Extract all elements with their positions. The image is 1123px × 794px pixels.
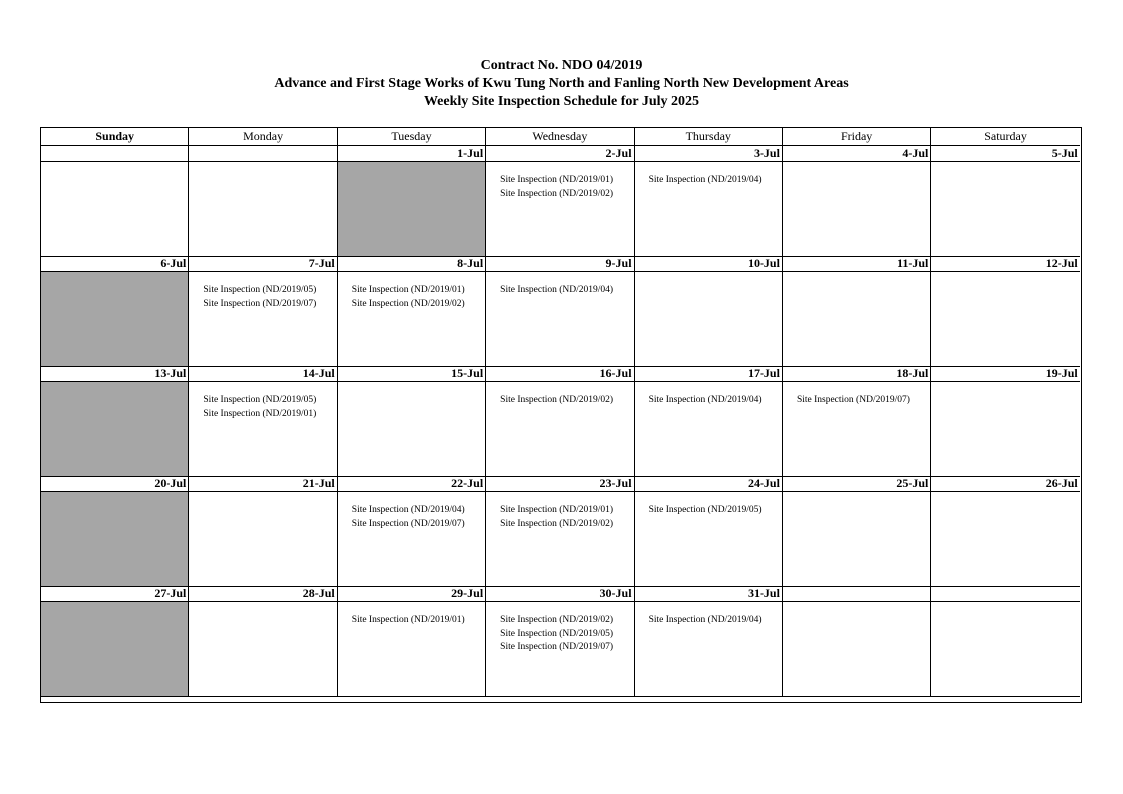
date-label: 17-Jul (635, 366, 783, 381)
date-label: 10-Jul (635, 256, 783, 271)
day-cell (486, 602, 634, 696)
inspection-entry: Site Inspection (ND/2019/07) (203, 298, 317, 309)
weekday-sunday: Sunday (41, 128, 189, 145)
date-row (41, 586, 1080, 602)
day-cells-row (41, 272, 1080, 367)
date-label: 27-Jul (41, 586, 189, 601)
date-label: 21-Jul (189, 476, 337, 491)
date-label: 4-Jul (783, 146, 931, 161)
day-cell (338, 602, 486, 696)
weekday-thursday: Thursday (635, 128, 783, 145)
inspection-entry: Site Inspection (ND/2019/05) (203, 395, 317, 405)
day-cell-shaded (338, 162, 486, 256)
date-row (41, 146, 1080, 162)
date-label: 15-Jul (338, 366, 486, 381)
date-label (783, 586, 931, 601)
day-cell (338, 272, 486, 366)
date-label: 1-Jul (338, 146, 486, 161)
week-row (41, 146, 1080, 256)
inspection-entry: Site Inspection (ND/2019/01) (351, 615, 465, 625)
weekday-saturday: Saturday (984, 129, 1027, 143)
day-cell-shaded (41, 272, 189, 366)
date-row (41, 476, 1080, 492)
day-cell (189, 162, 337, 256)
day-cells-row (41, 382, 1080, 477)
day-cell (635, 602, 783, 696)
date-label: 25-Jul (783, 476, 931, 491)
date-label: 11-Jul (783, 256, 931, 271)
day-cell (931, 492, 1079, 586)
inspection-entry: Site Inspection (ND/2019/04) (648, 175, 762, 185)
day-cell (931, 602, 1079, 696)
date-label: 22-Jul (338, 476, 486, 491)
date-label (931, 586, 1079, 601)
date-label: 7-Jul (189, 256, 337, 271)
date-label (41, 146, 189, 161)
inspection-entry: Site Inspection (ND/2019/02) (351, 298, 465, 309)
day-cell (931, 382, 1079, 476)
week-row (41, 476, 1080, 586)
day-cell (338, 382, 486, 476)
inspection-entry: Site Inspection (ND/2019/04) (500, 285, 614, 295)
day-cell (931, 272, 1079, 366)
day-cell (189, 492, 337, 586)
weekday-tuesday: Tuesday (338, 128, 486, 145)
inspection-entry: Site Inspection (ND/2019/01) (500, 505, 614, 515)
date-label: 20-Jul (41, 476, 189, 491)
date-label: 9-Jul (486, 256, 634, 271)
day-cell (783, 602, 931, 696)
day-cell (486, 492, 634, 586)
date-label: 16-Jul (486, 366, 634, 381)
date-label: 13-Jul (41, 366, 189, 381)
date-label: 30-Jul (486, 586, 634, 601)
weekday-friday: Friday (783, 128, 931, 145)
day-cell (41, 162, 189, 256)
date-label: 23-Jul (486, 476, 634, 491)
week-row (41, 586, 1080, 696)
week-row (41, 256, 1080, 366)
weekday-monday: Monday (189, 128, 337, 145)
inspection-entry: Site Inspection (ND/2019/05) (648, 505, 762, 515)
date-label: 28-Jul (189, 586, 337, 601)
day-cell (783, 382, 931, 476)
date-label: 14-Jul (189, 366, 337, 381)
date-label: 24-Jul (635, 476, 783, 491)
inspection-entry: Site Inspection (ND/2019/02) (500, 188, 614, 199)
project-title: Advance and First Stage Works of Kwu Tung North and Fanling North New Development Areas (274, 76, 849, 91)
weekday-wednesday: Wednesday (486, 128, 634, 145)
inspection-entry: Site Inspection (ND/2019/04) (648, 395, 762, 405)
day-cell-shaded (41, 382, 189, 476)
day-cell (635, 382, 783, 476)
inspection-entry: Site Inspection (ND/2019/02) (500, 518, 614, 529)
day-cell (783, 162, 931, 256)
inspection-entry: Site Inspection (ND/2019/05) (500, 628, 614, 639)
day-cell (189, 382, 337, 476)
day-cell (635, 272, 783, 366)
contract-number: Contract No. NDO 04/2019 (480, 58, 643, 73)
week-row (41, 366, 1080, 476)
date-label: 19-Jul (1045, 366, 1078, 380)
inspection-entry: Site Inspection (ND/2019/02) (500, 395, 614, 405)
inspection-entry: Site Inspection (ND/2019/01) (500, 175, 614, 185)
date-label: 12-Jul (1045, 256, 1078, 270)
date-label: 29-Jul (338, 586, 486, 601)
date-label (189, 146, 337, 161)
date-label: 18-Jul (783, 366, 931, 381)
schedule-title: Weekly Site Inspection Schedule for July 2025 (423, 94, 700, 109)
inspection-entry: Site Inspection (ND/2019/07) (500, 642, 614, 652)
day-cell (189, 602, 337, 696)
date-label: 6-Jul (41, 256, 189, 271)
day-cell (486, 162, 634, 256)
day-cell (189, 272, 337, 366)
day-cells-row (41, 162, 1080, 257)
document-header (0, 57, 1123, 111)
day-cell (931, 162, 1079, 256)
inspection-entry: Site Inspection (ND/2019/01) (351, 285, 465, 295)
day-cell (783, 492, 931, 586)
date-label: 31-Jul (635, 586, 783, 601)
day-cell (635, 492, 783, 586)
date-row (41, 256, 1080, 272)
day-cell-shaded (41, 492, 189, 586)
date-row (41, 366, 1080, 382)
inspection-entry: Site Inspection (ND/2019/07) (351, 518, 465, 529)
day-cell-shaded (41, 602, 189, 696)
day-cells-row (41, 602, 1080, 697)
inspection-entry: Site Inspection (ND/2019/04) (351, 505, 465, 515)
inspection-entry: Site Inspection (ND/2019/07) (796, 395, 910, 405)
weekday-header-row (41, 128, 1080, 146)
date-label: 5-Jul (1051, 146, 1078, 160)
inspection-entry: Site Inspection (ND/2019/04) (648, 615, 762, 625)
date-label: 8-Jul (338, 256, 486, 271)
day-cell (783, 272, 931, 366)
inspection-entry: Site Inspection (ND/2019/05) (203, 285, 317, 295)
day-cell (635, 162, 783, 256)
day-cell (486, 272, 634, 366)
calendar-table (40, 127, 1082, 703)
day-cell (486, 382, 634, 476)
day-cells-row (41, 492, 1080, 587)
date-label: 2-Jul (486, 146, 634, 161)
day-cell (338, 492, 486, 586)
inspection-entry: Site Inspection (ND/2019/02) (500, 615, 614, 625)
inspection-entry: Site Inspection (ND/2019/01) (203, 408, 317, 419)
date-label: 3-Jul (635, 146, 783, 161)
date-label: 26-Jul (1045, 476, 1078, 490)
